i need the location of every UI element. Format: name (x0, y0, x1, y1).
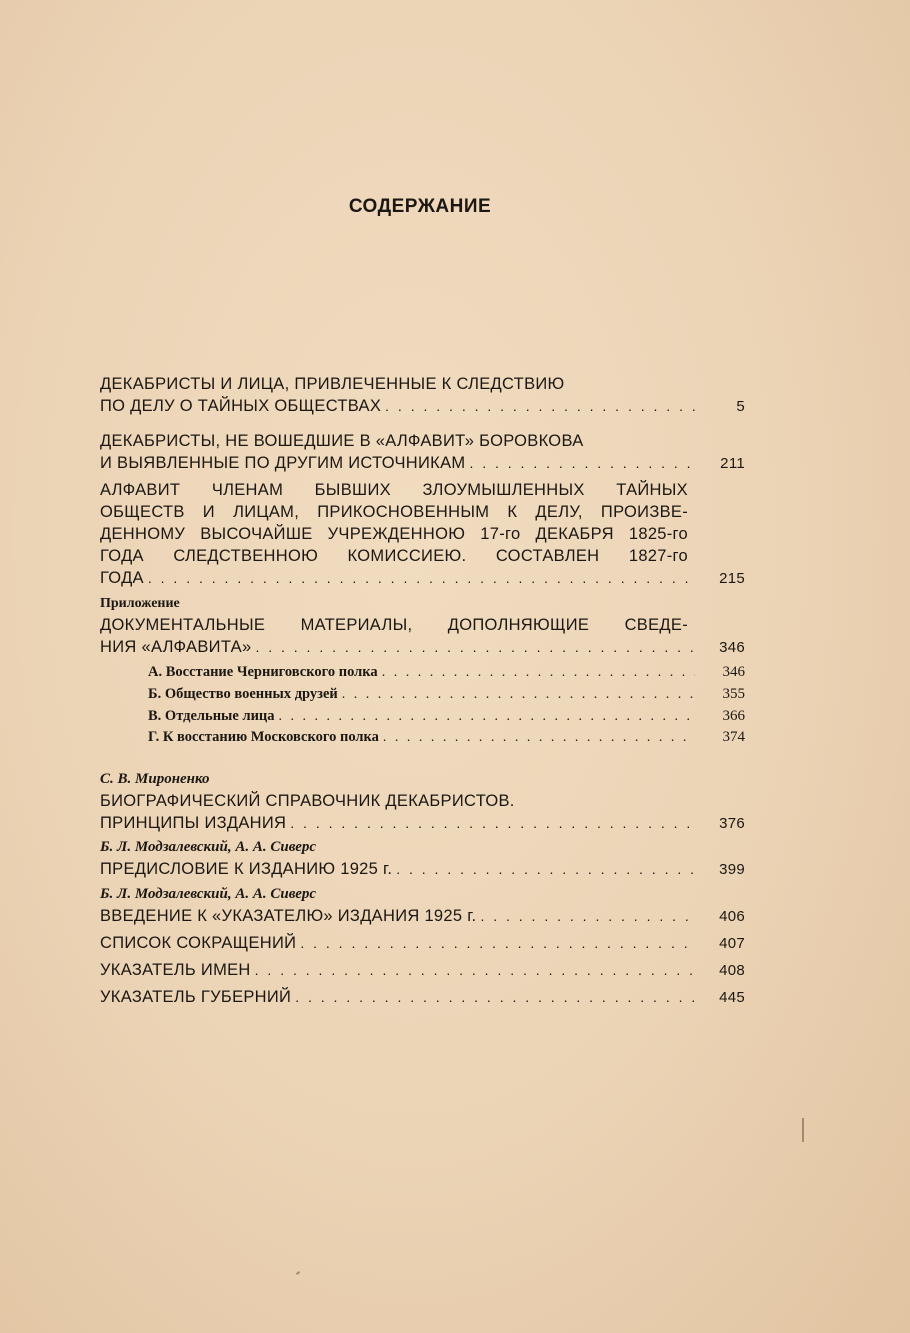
page-title: СОДЕРЖАНИЕ (348, 196, 492, 217)
dot-leader (148, 567, 695, 589)
dot-leader (279, 706, 695, 728)
toc-entry-1-row (100, 395, 745, 418)
toc-entry-1-line-2: ПО ДЕЛУ О ТАЙНЫХ ОБЩЕСТВАХ (100, 397, 382, 415)
toc-entry-3-line-2: ОБЩЕСТВ И ЛИЦАМ, ПРИКОСНОВЕННЫМ К ДЕЛУ, ПРОИЗВЕ- (100, 503, 688, 521)
subentry-page: 346 (722, 664, 745, 680)
toc-entry-2-page: 211 (720, 455, 745, 472)
dot-leader (383, 727, 695, 749)
toc-subentry-c[interactable] (148, 705, 745, 728)
toc-entry-1-page: 5 (736, 398, 745, 415)
dot-leader (255, 636, 695, 658)
subentry-label: Г. К восстанию Московского полка (148, 729, 379, 745)
toc-subentry-b[interactable] (148, 683, 745, 706)
toc-entry-4-line-1: ДОКУМЕНТАЛЬНЫЕ МАТЕРИАЛЫ, ДОПОЛНЯЮЩИЕ СВЕДЕ- (100, 616, 688, 634)
province-index-label: УКАЗАТЕЛЬ ГУБЕРНИЙ (100, 988, 292, 1006)
dot-leader (295, 986, 695, 1008)
abbreviations-label: СПИСОК СОКРАЩЕНИЙ (100, 934, 297, 952)
dot-leader (385, 395, 695, 417)
toc-subentry-a[interactable] (148, 661, 745, 684)
province-index-page: 445 (719, 989, 745, 1006)
toc-entry-3-line-1: АЛФАВИТ ЧЛЕНАМ БЫВШИХ ЗЛОУМЫШЛЕННЫХ ТАЙНЫХ (100, 481, 688, 499)
dot-leader (255, 959, 695, 981)
toc-entry-4-line-2: НИЯ «АЛФАВИТА» (100, 638, 252, 656)
subentry-label: А. Восстание Черниговского полка (148, 664, 378, 680)
authored-2-page: 399 (719, 861, 745, 878)
author-name: Б. Л. Модзалевский, А. А. Сиверс (100, 839, 317, 855)
toc-entry-1[interactable] (100, 373, 745, 418)
dot-leader (290, 812, 695, 834)
authored-3-page: 406 (719, 908, 745, 925)
dot-leader (342, 684, 695, 706)
toc-entry-4-row (100, 636, 745, 659)
toc-entry-3-line-5: ГОДА (100, 569, 144, 587)
subentry-label: Б. Общество военных друзей (148, 686, 338, 702)
toc-entry-2-line-2: И ВЫЯВЛЕННЫЕ ПО ДРУГИМ ИСТОЧНИКАМ (100, 454, 466, 472)
toc-abbreviations[interactable] (100, 932, 745, 955)
toc-entry-4-page: 346 (719, 639, 745, 656)
paper-speck (296, 1271, 300, 1275)
toc-entry-3-row (100, 567, 745, 590)
authored-1-line-1: БИОГРАФИЧЕСКИЙ СПРАВОЧНИК ДЕКАБРИСТОВ. (100, 792, 515, 810)
author-name: С. В. Мироненко (100, 771, 210, 787)
toc-province-index[interactable] (100, 986, 745, 1009)
paper-speck (802, 1118, 804, 1142)
dot-leader (382, 662, 695, 684)
toc-entry-2-row (100, 452, 745, 475)
name-index-label: УКАЗАТЕЛЬ ИМЕН (100, 961, 251, 979)
subentry-label: В. Отдельные лица (148, 708, 275, 724)
dot-leader (396, 858, 695, 880)
toc-entry-1-line-1: ДЕКАБРИСТЫ И ЛИЦА, ПРИВЛЕЧЕННЫЕ К СЛЕДСТВИЮ (100, 375, 565, 393)
authored-3-line-1: ВВЕДЕНИЕ К «УКАЗАТЕЛЮ» ИЗДАНИЯ 1925 г. (100, 907, 477, 925)
toc-entry-3-page: 215 (719, 570, 745, 587)
subentry-page: 355 (722, 686, 745, 702)
toc-authored-2[interactable] (100, 836, 745, 881)
toc-entry-3-line-4: ГОДА СЛЕДСТВЕННОЮ КОМИССИЕЮ. СОСТАВЛЕН 1827-го (100, 547, 688, 565)
toc-name-index[interactable] (100, 959, 745, 982)
toc-entry-3[interactable] (100, 479, 745, 590)
name-index-page: 408 (719, 962, 745, 979)
author-name: Б. Л. Модзалевский, А. А. Сиверс (100, 886, 317, 902)
subentry-page: 374 (722, 729, 745, 745)
toc-entry-appendix[interactable] (100, 594, 745, 659)
toc-subentry-d[interactable] (148, 726, 745, 749)
toc-entry-2-line-1: ДЕКАБРИСТЫ, НЕ ВОШЕДШИЕ В «АЛФАВИТ» БОРОВКОВА (100, 432, 584, 450)
abbreviations-page: 407 (719, 935, 745, 952)
toc-authored-3[interactable] (100, 883, 745, 928)
authored-2-line-1: ПРЕДИСЛОВИЕ К ИЗДАНИЮ 1925 г. (100, 860, 393, 878)
authored-1-line-2: ПРИНЦИПЫ ИЗДАНИЯ (100, 814, 287, 832)
dot-leader (469, 452, 695, 474)
authored-1-page: 376 (719, 815, 745, 832)
dot-leader (480, 905, 695, 927)
subentry-page: 366 (722, 708, 745, 724)
toc-entry-3-line-3: ДЕННОМУ ВЫСОЧАЙШЕ УЧРЕЖДЕННОЮ 17-го ДЕКАБРЯ 1825-го (100, 525, 688, 543)
toc-entry-2[interactable] (100, 430, 745, 475)
toc-authored-1[interactable] (100, 768, 745, 835)
appendix-label: Приложение (100, 596, 180, 611)
dot-leader (300, 932, 695, 954)
